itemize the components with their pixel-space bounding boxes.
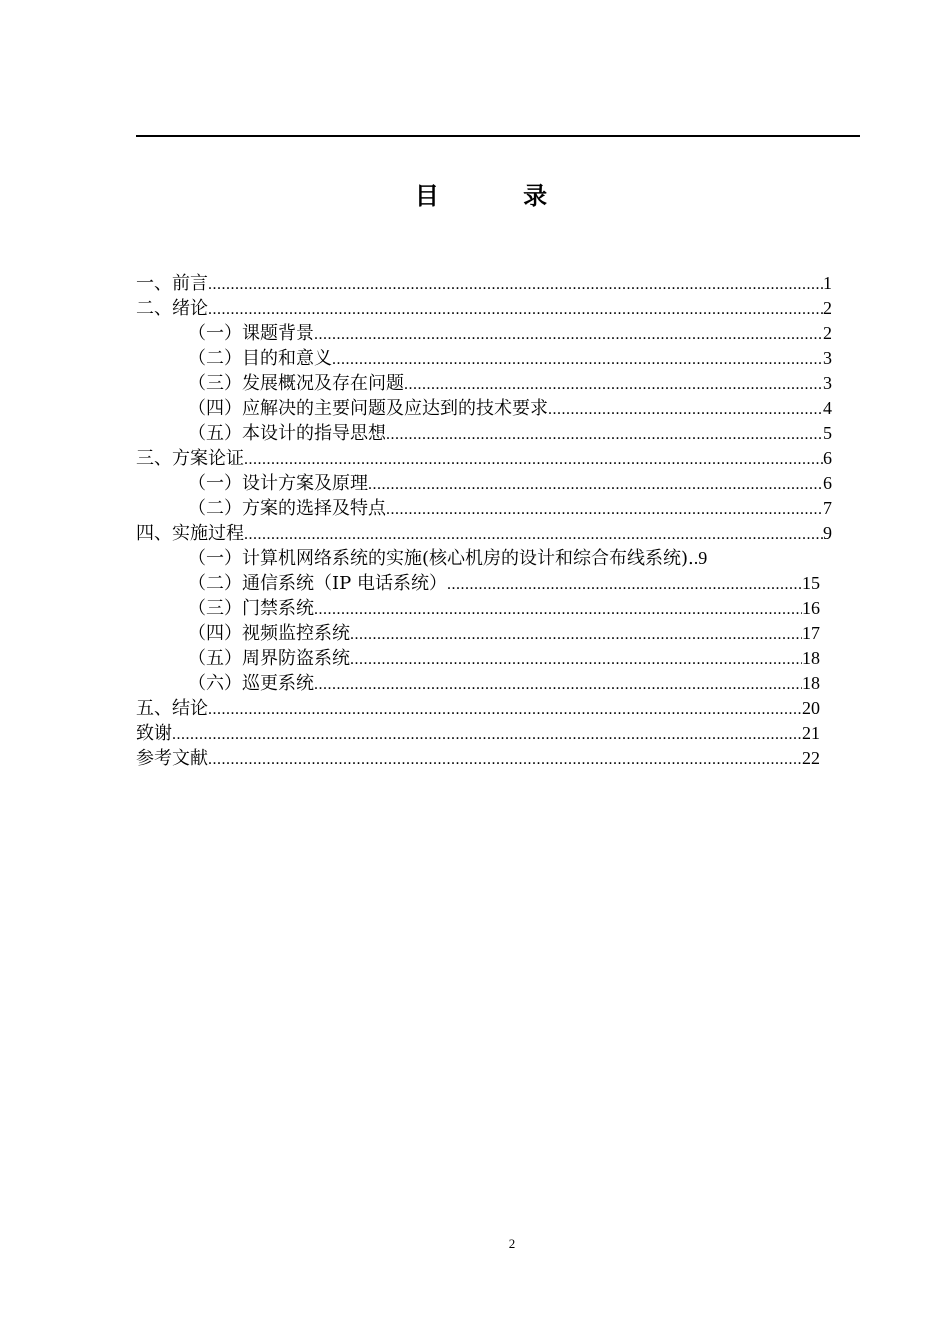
toc-dot-leader [244, 522, 823, 547]
toc-entry-page: 18 [802, 673, 820, 693]
toc-dot-leader [314, 672, 802, 697]
toc-entry-label: 四、实施过程 [136, 523, 244, 544]
toc-entry-page: 2 [823, 323, 832, 343]
toc-dot-leader [350, 622, 802, 647]
toc-entry-acknowledgements[interactable] [136, 721, 820, 746]
toc-entry-label: （一）课题背景 [188, 323, 314, 344]
toc-entry-video-surveillance[interactable] [136, 621, 820, 646]
toc-entry-label: 一、前言 [136, 273, 208, 294]
toc-dot-leader [208, 747, 802, 772]
toc-entry-page: 5 [823, 423, 832, 443]
toc-entry-label: （五）周界防盗系统 [188, 648, 350, 669]
toc-entry-page: 6 [823, 448, 832, 468]
header-rule [136, 135, 860, 137]
toc-entry-introduction[interactable] [136, 296, 832, 321]
toc-entry-page: 18 [802, 648, 820, 668]
toc-entry-perimeter-security[interactable] [136, 646, 820, 671]
toc-dot-leader [548, 397, 823, 422]
toc-entry-page: 1 [823, 273, 832, 293]
toc-entry-design-principle[interactable] [136, 471, 832, 496]
toc-dot-leader [208, 297, 823, 322]
toc-entry-communication-system[interactable] [136, 571, 820, 596]
toc-dot-leader [314, 322, 823, 347]
toc-dot-leader [172, 722, 802, 747]
toc-entry-page: 21 [802, 723, 820, 743]
toc-entry-patrol-system[interactable] [136, 671, 820, 696]
toc-entry-guiding-thought[interactable] [136, 421, 832, 446]
toc-entry-page: 22 [802, 748, 820, 768]
toc-entry-label: （一）设计方案及原理 [188, 473, 368, 494]
toc-entry-network-system[interactable] [136, 546, 832, 571]
toc-entry-page: .9 [693, 548, 708, 568]
toc-entry-implementation[interactable] [136, 521, 832, 546]
toc-entry-page: 4 [823, 398, 832, 418]
toc-title: 目 录 [414, 182, 586, 210]
toc-entry-page: 2 [823, 298, 832, 318]
toc-entry-label: （二）方案的选择及特点 [188, 498, 386, 519]
toc-entry-page: 9 [823, 523, 832, 543]
toc-entry-page: 6 [823, 473, 832, 493]
toc-entry-references[interactable] [136, 746, 820, 771]
toc-entry-label: 参考文献 [136, 748, 208, 769]
toc-entry-access-control[interactable] [136, 596, 820, 621]
toc-dot-leader [368, 472, 823, 497]
toc-dot-leader [208, 272, 823, 297]
toc-entry-page: 7 [823, 498, 832, 518]
toc-dot-leader [404, 372, 823, 397]
toc-entry-label: （四）视频监控系统 [188, 623, 350, 644]
toc-entry-label: （五）本设计的指导思想 [188, 423, 386, 444]
toc-entry-label: （一）计算机网络系统的实施(核心机房的设计和综合布线系统). [188, 548, 694, 569]
toc-dot-leader [447, 572, 802, 597]
toc-entry-conclusion[interactable] [136, 696, 820, 721]
toc-entry-label: 五、结论 [136, 698, 208, 719]
toc-entry-label: （三）发展概况及存在问题 [188, 373, 404, 394]
toc-entry-scheme-argument[interactable] [136, 446, 832, 471]
toc-entry-page: 20 [802, 698, 820, 718]
toc-entry-page: 17 [802, 623, 820, 643]
toc-list [136, 271, 832, 771]
toc-entry-page: 16 [802, 598, 820, 618]
toc-dot-leader [332, 347, 823, 372]
toc-entry-label: 致谢 [136, 723, 172, 744]
toc-dot-leader [350, 647, 802, 672]
toc-entry-development[interactable] [136, 371, 832, 396]
page-number: 2 [508, 1236, 516, 1251]
toc-entry-preface[interactable] [136, 271, 832, 296]
toc-entry-main-problems[interactable] [136, 396, 832, 421]
toc-entry-page: 3 [823, 348, 832, 368]
toc-entry-scheme-selection[interactable] [136, 496, 832, 521]
toc-entry-label: （四）应解决的主要问题及应达到的技术要求 [188, 398, 548, 419]
toc-entry-label: （二）目的和意义 [188, 348, 332, 369]
toc-entry-page: 15 [802, 573, 820, 593]
toc-entry-label: （三）门禁系统 [188, 598, 314, 619]
toc-dot-leader [386, 497, 823, 522]
toc-entry-label: 二、绪论 [136, 298, 208, 319]
toc-entry-label: 三、方案论证 [136, 448, 244, 469]
toc-entry-purpose[interactable] [136, 346, 832, 371]
toc-dot-leader [244, 447, 823, 472]
toc-entry-label: （六）巡更系统 [188, 673, 314, 694]
toc-entry-page: 3 [823, 373, 832, 393]
toc-dot-leader [208, 697, 802, 722]
toc-dot-leader [314, 597, 802, 622]
toc-entry-label: （二）通信系统（IP 电话系统） [188, 573, 447, 594]
toc-dot-leader [386, 422, 823, 447]
toc-entry-topic-background[interactable] [136, 321, 832, 346]
